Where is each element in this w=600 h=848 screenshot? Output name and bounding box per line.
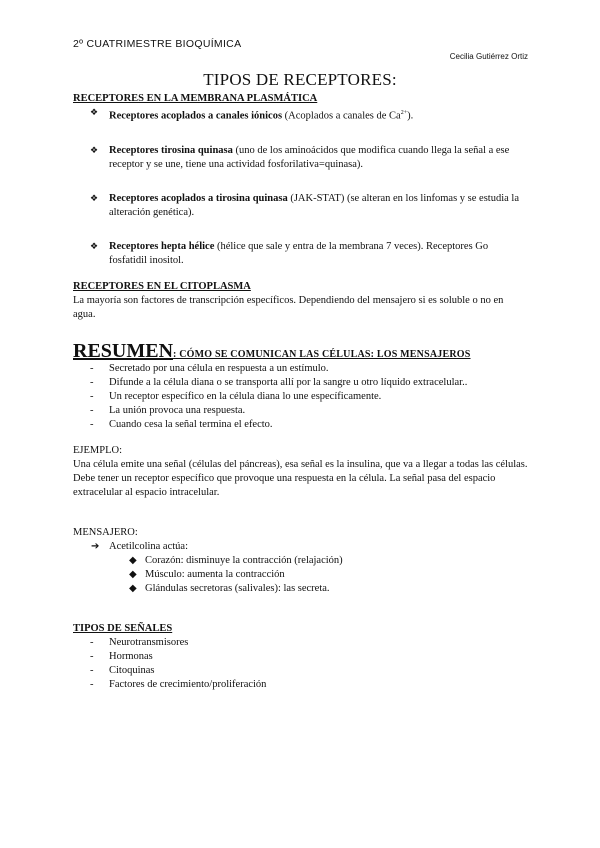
- bullet-icon: ❖: [90, 145, 99, 156]
- list-item: - Cuando cesa la señal termina el efecto.: [90, 418, 273, 430]
- page-title: TIPOS DE RECEPTORES:: [203, 70, 397, 89]
- list-item: - Un receptor específico en la célula diana lo une específicamente.: [90, 390, 382, 402]
- diamond-icon: ◆: [129, 554, 137, 566]
- diamond-icon: ◆: [129, 582, 137, 594]
- list-item: ➔ Acetilcolina actúa:: [91, 540, 189, 552]
- list-item: ❖ Receptores hepta hélice (hélice que sale y entra de la membrana 7 veces). Receptores Go fosfatidil inositol.: [90, 240, 489, 266]
- header-course: 2º CUATRIMESTRE BIOQUÍMICA: [73, 38, 242, 50]
- section-heading-senales: TIPOS DE SEÑALES: [73, 622, 173, 634]
- list-item: ◆ Glándulas secretoras (salivales): las secreta.: [129, 582, 330, 594]
- header-author: Cecilia Gutiérrez Ortiz: [449, 52, 528, 61]
- bullet-icon: ❖: [90, 193, 99, 204]
- list-item: - Citoquinas: [90, 664, 155, 676]
- diamond-icon: ◆: [129, 568, 137, 580]
- list-item: ❖ Receptores acoplados a tirosina quinasa (JAK-STAT) (se alteran en los linfomas y se estudia la alteración genética).: [90, 192, 519, 218]
- list-item: - Neurotransmisores: [90, 636, 189, 648]
- list-item: ◆ Corazón: disminuye la contracción (relajación): [129, 554, 343, 566]
- section-heading-resumen: RESUMEN: CÓMO SE COMUNICAN LAS CÉLULAS: LOS MENSAJEROS: [73, 339, 471, 362]
- list-item: - La unión provoca una respuesta.: [90, 404, 246, 416]
- bullet-icon: ❖: [90, 241, 99, 252]
- paragraph-ejemplo: Una célula emite una señal (células del páncreas), esa señal es la insulina, que va a llegar a todas las células. Debe tener un receptor específico que provoque una respuesta en la célula. La señal pasa del espacio extracelular al espacio intracelular.: [73, 458, 528, 498]
- list-item: - Difunde a la célula diana o se transporta allí por la sangre u otro líquido extracelular..: [90, 376, 468, 388]
- document-body: [73, 92, 528, 692]
- list-item: - Hormonas: [90, 650, 153, 662]
- list-item: ❖ Receptores tirosina quinasa (uno de los aminoácidos que modifica cuando llega la señal a ese receptor y se une, tiene una actividad fosforilativa=quinasa).: [90, 144, 510, 170]
- paragraph-citoplasma: La mayoría son factores de transcripción específicos. Dependiendo del mensajero si es soluble o no en agua.: [73, 294, 504, 320]
- list-item: ◆ Músculo: aumenta la contracción: [129, 568, 285, 580]
- list-item: - Factores de crecimiento/proliferación: [90, 678, 267, 690]
- section-heading-ejemplo: EJEMPLO:: [73, 444, 123, 456]
- section-heading-citoplasma: RECEPTORES EN EL CITOPLASMA: [73, 280, 251, 292]
- list-item: ❖ Receptores acoplados a canales iónicos (Acoplados a canales de $Ca^{2+}$).: [90, 108, 414, 122]
- list-item: - Secretado por una célula en respuesta a un estímulo.: [90, 362, 329, 374]
- bullet-icon: ❖: [90, 108, 99, 118]
- section-heading-membrana: RECEPTORES EN LA MEMBRANA PLASMÁTICA: [73, 93, 318, 104]
- section-heading-mensajero: MENSAJERO:: [73, 526, 138, 538]
- arrow-icon: ➔: [91, 540, 100, 552]
